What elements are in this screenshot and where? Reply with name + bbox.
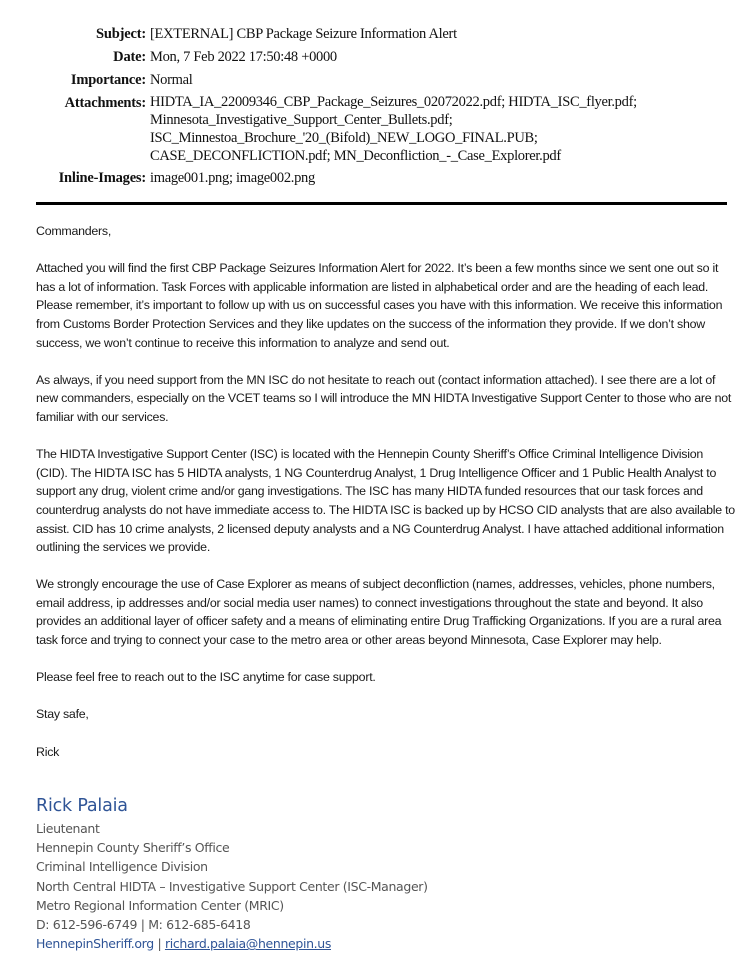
date-row [0, 47, 744, 67]
attachments-row [0, 93, 744, 165]
inline-images-label: Inline-Images: [58, 170, 146, 186]
website-link[interactable]: HennepinSheriff.org [36, 936, 154, 952]
body-paragraph: The HIDTA Investigative Support Center (ISC) is located with the Hennepin County Sheriff’s Office Criminal Intelligence Division (CID). The HIDTA ISC has 5 HIDTA analysts, 1 NG Counterdrug Analyst, 1 Drug Intelligence Officer and 1 Public Health Analyst to support any drug, violent crime and/or gang investigations. The ISC has many HIDTA funded resources that our task forces and counterdrug analysts do not have immediate access to. The HIDTA ISC is backed up by HCSO CID analysts that are also available to assist. CID has 10 crime analysts, 2 licensed deputy analysts and a NG Counterdrug Analyst. I have attached additional information outlining the services we provide. [36, 447, 735, 555]
email-body [36, 222, 736, 780]
separator: | [153, 936, 165, 952]
greeting: Commanders, [36, 224, 112, 238]
email-header [0, 24, 744, 191]
subject-value: [EXTERNAL] CBP Package Seizure Information Alert [150, 26, 457, 42]
inline-images-row [0, 168, 744, 188]
signature-org-line: Criminal Intelligence Division [36, 859, 208, 875]
signature-title: Lieutenant [36, 821, 100, 836]
header-divider [36, 202, 727, 205]
attachment-line[interactable]: HIDTA_IA_22009346_CBP_Package_Seizures_02072022.pdf; HIDTA_ISC_flyer.pdf; [150, 94, 637, 110]
signature-name: Rick Palaia [36, 796, 128, 816]
subject-label: Subject: [96, 26, 146, 42]
date-value: Mon, 7 Feb 2022 17:50:48 +0000 [150, 49, 337, 65]
importance-value: Normal [150, 72, 193, 88]
email-link[interactable]: richard.palaia@hennepin.us [164, 936, 331, 952]
email-signature [36, 795, 428, 953]
body-paragraph: We strongly encourage the use of Case Explorer as means of subject deconfliction (names, addresses, vehicles, phone numbers, email address, ip addresses and/or social media user names) to connect investigations throughout the state and beyond. It also provides an additional layer of officer safety and a means of eliminating entire Drug Trafficking Organizations. If you are a rural area task force and trying to connect your case to the metro area or other areas beyond Minnesota, Case Explorer may help. [36, 577, 722, 648]
body-paragraph: As always, if you need support from the MN ISC do not hesitate to reach out (contact information attached). I see there are a lot of new commanders, especially on the VCET teams so I will introduce the MN HIDTA Investigative Support Center to those who are not familiar with our services. [36, 372, 732, 424]
body-paragraph: Attached you will find the first CBP Package Seizures Information Alert for 2022. It’s been a few months since we sent one out so it has a lot of information. Task Forces with applicable information are listed in alphabetical order and are the heading of each lead. Please remember, it’s important to follow up with us on successful cases you have with this information. We receive this information from Customs Border Protection Services and they like updates on the success of the information they provide. If we don’t show success, we won’t continue to receive this information to analyze and send out. [36, 261, 723, 350]
subject-row [0, 24, 744, 44]
signature-org-line: North Central HIDTA – Investigative Support Center (ISC-Manager) [36, 878, 428, 894]
attachment-line[interactable]: CASE_DECONFLICTION.pdf; MN_Deconfliction_-_Case_Explorer.pdf [150, 148, 561, 164]
signature-contact-line [36, 934, 428, 953]
body-paragraph: Please feel free to reach out to the ISC anytime for case support. [36, 670, 376, 685]
sender-first-name: Rick [36, 744, 60, 759]
signature-phones: D: 612-596-6749 | M: 612-685-6418 [36, 917, 251, 933]
signature-org-line: Metro Regional Information Center (MRIC) [36, 897, 284, 913]
attachments-label: Attachments: [64, 95, 146, 111]
date-label: Date: [113, 49, 146, 65]
attachments-list [146, 93, 735, 165]
attachment-line[interactable]: Minnesota_Investigative_Support_Center_Bullets.pdf; [150, 112, 453, 128]
importance-row [0, 70, 744, 90]
closing: Stay safe, [36, 707, 89, 722]
signature-org-line: Hennepin County Sheriff’s Office [36, 840, 230, 856]
attachment-line[interactable]: ISC_Minnestoa_Brochure_'20_(Bifold)_NEW_LOGO_FINAL.PUB; [150, 130, 538, 146]
inline-images-value: image001.png; image002.png [150, 170, 315, 186]
importance-label: Importance: [70, 72, 146, 88]
